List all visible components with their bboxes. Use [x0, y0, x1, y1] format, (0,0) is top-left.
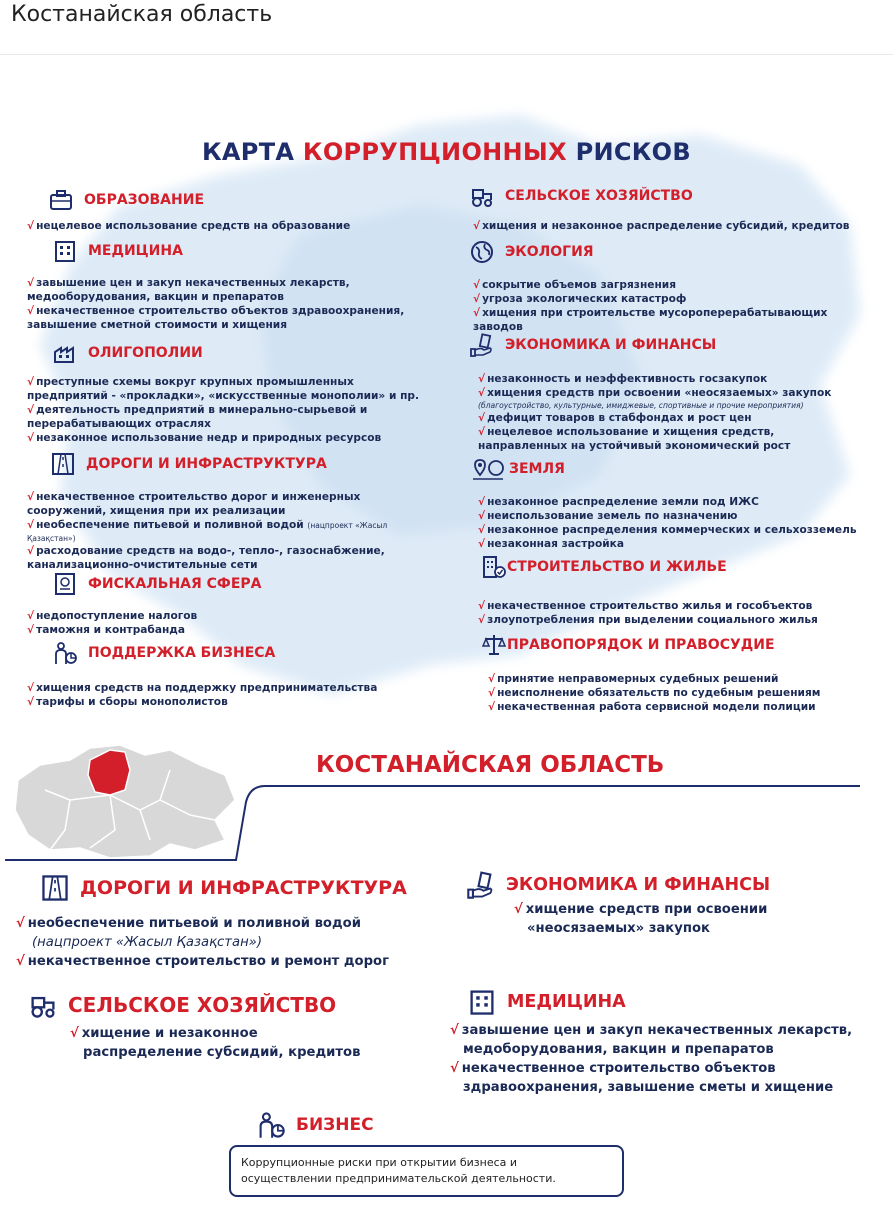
tractor-icon [469, 183, 495, 209]
list-item: √ незаконное распределение земли под ИЖС [478, 496, 759, 508]
money-hand-icon [466, 870, 496, 900]
road-icon [50, 451, 76, 477]
section-items [473, 278, 827, 334]
region-section-medicine [467, 987, 626, 1017]
list-item: здравоохранения, завышение сметы и хищение [463, 1080, 834, 1095]
list-item: √ незаконное распределения коммерческих и сельхозземель [478, 524, 857, 536]
business-note-line: Коррупционные риски при открытии бизнеса и [241, 1156, 518, 1169]
region-economy-items [514, 900, 767, 938]
list-item: направленных на устойчивый экономический рост [478, 440, 791, 452]
infographic-title [0, 138, 893, 166]
section-title: СЕЛЬСКОЕ ХОЗЯЙСТВО [68, 993, 337, 1017]
section-land [471, 456, 565, 482]
scales-icon [481, 632, 507, 658]
section-title: СТРОИТЕЛЬСТВО И ЖИЛЬЕ [507, 559, 727, 575]
list-item: √ таможня и контрабанда [27, 624, 185, 636]
list-item: √ хищения средств на поддержку предпринимательства [27, 682, 378, 694]
title-part: КАРТА [202, 138, 295, 166]
list-item: √ неиспользование земель по назначению [478, 510, 738, 522]
list-item: √ расходование средств на водо-, тепло-, газоснабжение, [27, 545, 385, 557]
section-title: ПРАВОПОРЯДОК И ПРАВОСУДИЕ [507, 637, 775, 653]
section-title: ДОРОГИ И ИНФРАСТРУКТУРА [80, 877, 407, 899]
list-item: √ хищения при строительстве мусороперерабатывающих [473, 307, 828, 319]
section-law [481, 632, 775, 658]
list-item: √ необеспечение питьевой и поливной водой [16, 916, 361, 931]
section-title: ЭКОНОМИКА И ФИНАНСЫ [506, 875, 771, 895]
list-item: √ некачественное строительство жилья и гособъектов [478, 600, 813, 612]
section-title: ПОДДЕРЖКА БИЗНЕСА [88, 645, 276, 661]
tax-icon [52, 571, 78, 597]
region-section-business [256, 1110, 374, 1140]
page-title: Костанайская область [11, 2, 273, 27]
list-item: √ злоупотребления при выделении социального жилья [478, 614, 818, 626]
page-header [0, 0, 893, 55]
section-title: СЕЛЬСКОЕ ХОЗЯЙСТВО [505, 188, 693, 204]
list-item: √ преступные схемы вокруг крупных промышленных [27, 376, 354, 388]
list-item: √ некачественное строительство объектов [450, 1061, 776, 1076]
section-title: МЕДИЦИНА [88, 243, 183, 259]
section-items [27, 681, 377, 709]
list-item: «неосязаемых» закупок [527, 921, 710, 936]
section-items [27, 276, 404, 332]
list-item: √ хищение средств при освоении [514, 902, 768, 917]
section-items [478, 599, 818, 627]
section-medicine [52, 238, 183, 264]
section-title: ЭКОЛОГИЯ [505, 244, 594, 260]
section-oligopolies [52, 340, 203, 366]
list-item: √ хищения и незаконное распределение субсидий, кредитов [473, 220, 850, 232]
region-map [10, 740, 240, 860]
region-agriculture-items [70, 1024, 360, 1062]
business-note-box [229, 1145, 624, 1197]
list-item: √ незаконное использование недр и природных ресурсов [27, 432, 382, 444]
title-part-red: КОРРУПЦИОННЫХ [302, 138, 567, 166]
section-roads [50, 451, 327, 477]
list-item: медоборудования, вакцин и препаратов [463, 1042, 774, 1057]
list-item-note: (благоустройство, культурные, имиджевые, спортивные и прочие мероприятия) [478, 401, 804, 410]
region-medicine-items [450, 1021, 852, 1097]
hospital-icon [52, 238, 78, 264]
region-title: КОСТАНАЙСКАЯ ОБЛАСТЬ [316, 752, 665, 778]
list-item: √ необеспечение питьевой и поливной водой (нацпроект «Жасыл [27, 519, 388, 531]
list-item: перерабатывающих отраслях [27, 418, 211, 430]
list-item: медооборудования, вакцин и препаратов [27, 291, 284, 303]
section-items [27, 219, 350, 233]
list-item: √ некачественная работа сервисной модели полиции [488, 701, 816, 713]
title-part: РИСКОВ [575, 138, 691, 166]
section-title: ОБРАЗОВАНИЕ [84, 192, 205, 208]
section-title: ДОРОГИ И ИНФРАСТРУКТУРА [86, 456, 327, 472]
list-item: √ некачественное строительство объектов здравоохранения, [27, 305, 405, 317]
list-item: √ завышение цен и закуп некачественных лекарств, [450, 1023, 853, 1038]
list-item: √ деятельность предприятий в минерально-сырьевой и [27, 404, 368, 416]
section-title: БИЗНЕС [296, 1115, 374, 1135]
list-item: √ хищения средств при освоении «неосязаемых» закупок [478, 387, 832, 399]
section-education [48, 187, 204, 213]
list-item-note: (нацпроект «Жасыл Қазақстан») [32, 935, 262, 950]
list-item: √ завышение цен и закуп некачественных лекарств, [27, 277, 350, 289]
section-items [27, 490, 387, 572]
list-item: канализационно-очистительные сети [27, 559, 258, 571]
globe-icon [469, 239, 495, 265]
list-item: завышение сметной стоимости и хищения [27, 319, 288, 331]
list-item: √ принятие неправомерных судебных решений [488, 673, 779, 685]
list-item: √ некачественное строительство дорог и инженерных [27, 491, 361, 503]
list-item: √ тарифы и сборы монополистов [27, 696, 228, 708]
map-pin-icon [471, 456, 505, 482]
list-item: √ некачественное строительство и ремонт дорог [16, 954, 390, 969]
list-item: √ незаконная застройка [478, 538, 624, 550]
list-item: √ угроза экологических катастроф [473, 293, 687, 305]
section-items [473, 219, 850, 233]
section-title: ЗЕМЛЯ [509, 461, 565, 477]
factory-icon [52, 340, 78, 366]
list-item: Қазақстан») [27, 534, 76, 543]
list-item: предприятий - «прокладки», «искусственные монополии» и пр. [27, 390, 420, 402]
section-business-support [52, 640, 275, 666]
section-construction [481, 554, 727, 580]
hospital-icon [467, 987, 497, 1017]
list-item: √ нецелевое использование и хищения средств, [478, 426, 775, 438]
region-section-agriculture [28, 990, 336, 1020]
section-items [27, 609, 197, 637]
business-icon [256, 1110, 286, 1140]
section-title: ФИСКАЛЬНАЯ СФЕРА [88, 576, 262, 592]
section-economy [469, 332, 716, 358]
list-item: √ сокрытие объемов загрязнения [473, 279, 677, 291]
business-note-line: осуществлении предпринимательской деятельности. [241, 1172, 556, 1185]
section-items [27, 375, 419, 445]
list-item: √ недопоступление налогов [27, 610, 198, 622]
section-fiscal [52, 571, 261, 597]
list-item: √ неисполнение обязательств по судебным решениям [488, 687, 821, 699]
building-icon [481, 554, 507, 580]
section-agriculture [469, 183, 693, 209]
list-item: √ дефицит товаров в стабфондах и рост цен [478, 412, 752, 424]
section-items [478, 372, 831, 453]
business-icon [52, 640, 78, 666]
briefcase-icon [48, 187, 74, 213]
section-ecology [469, 239, 594, 265]
list-item: заводов [473, 321, 523, 333]
list-item: √ нецелевое использование средств на образование [27, 220, 351, 232]
tractor-icon [28, 990, 58, 1020]
section-items [478, 495, 857, 551]
section-title: ЭКОНОМИКА И ФИНАНСЫ [505, 337, 717, 353]
region-section-roads [40, 873, 407, 903]
list-item: распределение субсидий, кредитов [83, 1045, 361, 1060]
money-hand-icon [469, 332, 495, 358]
list-item: √ хищение и незаконное [70, 1026, 258, 1041]
section-title: МЕДИЦИНА [507, 992, 626, 1012]
region-section-economy [466, 870, 770, 900]
section-items [488, 672, 820, 714]
region-roads-items [16, 914, 389, 971]
section-title: ОЛИГОПОЛИИ [88, 345, 203, 361]
list-item: √ незаконность и неэффективность госзакупок [478, 373, 768, 385]
list-item: сооружений, хищения при их реализации [27, 505, 286, 517]
road-icon [40, 873, 70, 903]
